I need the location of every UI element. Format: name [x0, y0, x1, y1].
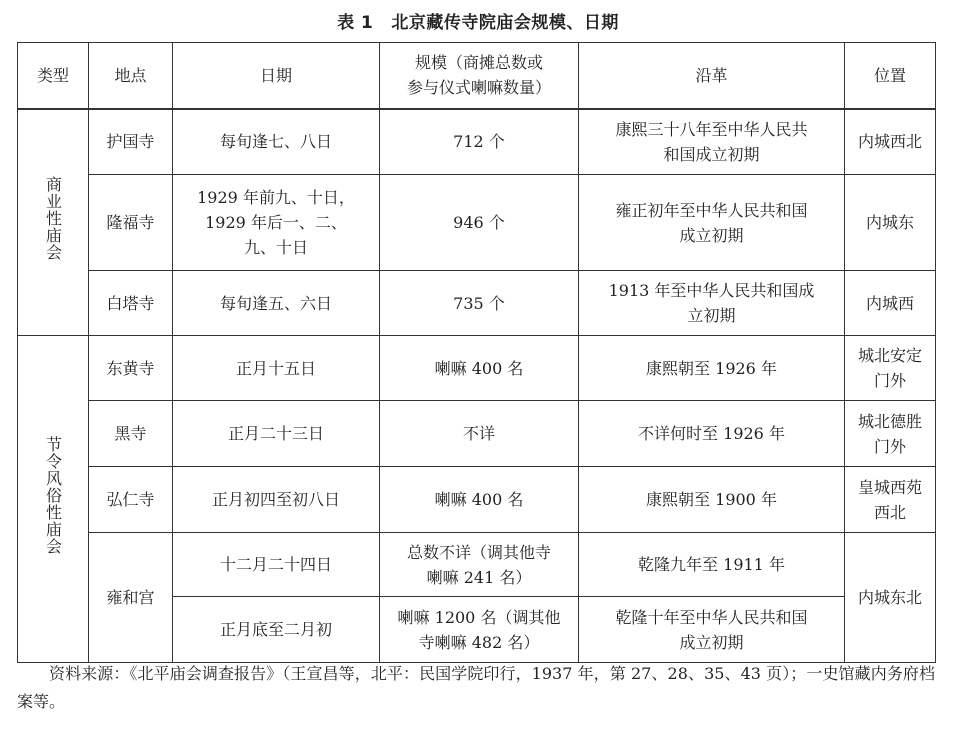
temple-fair-table	[17, 42, 936, 663]
location-cell-line: 城北德胜	[857, 411, 922, 431]
history-cell-line: 乾隆十年至中华人民共和国	[615, 607, 808, 627]
history-cell-line: 乾隆九年至 1911 年	[638, 555, 785, 574]
location-cell	[845, 401, 936, 467]
history-cell-line: 立初期	[687, 306, 736, 325]
type-cell	[18, 109, 89, 336]
header-date: 日期	[173, 43, 380, 109]
date-cell-line: 每旬逢五、六日	[219, 293, 332, 313]
location-cell	[845, 109, 936, 175]
place-cell: 雍和宫	[89, 533, 173, 663]
table-row	[18, 467, 936, 533]
history-cell	[579, 533, 845, 597]
table-row	[18, 401, 936, 467]
date-cell-line: 九、十日	[243, 238, 308, 257]
scale-cell	[380, 109, 579, 175]
location-cell	[845, 467, 936, 533]
place-cell: 弘仁寺	[89, 467, 173, 533]
history-cell-line: 不详何时至 1926 年	[638, 424, 785, 443]
scale-cell-line: 不详	[462, 424, 495, 443]
header-place: 地点	[89, 43, 173, 109]
date-cell	[173, 401, 380, 467]
scale-cell-line: 735 个	[453, 293, 505, 313]
history-cell	[579, 401, 845, 467]
scale-cell-line: 寺喇嘛 482 名）	[418, 632, 540, 652]
date-cell-line: 正月二十三日	[227, 424, 324, 443]
date-cell	[173, 175, 380, 271]
location-cell	[845, 175, 936, 271]
scale-cell-line: 946 个	[453, 213, 505, 232]
table-body	[18, 109, 936, 663]
location-cell	[845, 336, 936, 401]
scale-cell	[380, 597, 579, 663]
table-row	[18, 271, 936, 336]
date-cell	[173, 533, 380, 597]
history-cell	[579, 597, 845, 663]
place-cell: 东黄寺	[89, 336, 173, 401]
table-row	[18, 533, 936, 597]
table-row	[18, 336, 936, 401]
date-cell-line: 十二月二十四日	[219, 555, 332, 574]
scale-cell	[380, 336, 579, 401]
scale-cell-line: 喇嘛 400 名	[434, 490, 524, 509]
scale-cell-line: 总数不详（调其他寺	[406, 542, 551, 562]
scale-cell	[380, 175, 579, 271]
location-cell-line: 西北	[873, 502, 906, 522]
header-scale-line: 参与仪式喇嘛数量）	[406, 78, 551, 98]
location-cell-line: 内城西北	[857, 132, 922, 152]
scale-cell-line: 喇嘛 241 名）	[426, 567, 532, 587]
header-location: 位置	[845, 43, 936, 109]
date-cell-line: 正月底至二月初	[219, 620, 332, 639]
date-cell-line: 正月初四至初八日	[211, 490, 340, 509]
place-cell: 白塔寺	[89, 271, 173, 336]
date-cell-line: 1929 年前九、十日，	[197, 188, 355, 207]
history-cell-line: 成立初期	[679, 632, 744, 652]
history-cell	[579, 109, 845, 175]
place-cell: 护国寺	[89, 109, 173, 175]
history-cell	[579, 175, 845, 271]
table-caption	[0, 8, 956, 33]
table-row	[18, 109, 936, 175]
table-row	[18, 175, 936, 271]
date-cell	[173, 597, 380, 663]
location-cell	[845, 533, 936, 663]
history-cell-line: 康熙三十八年至中华人民共	[615, 119, 808, 139]
scale-cell-line: 喇嘛 1200 名（调其他	[397, 607, 561, 627]
location-cell-line: 门外	[873, 371, 906, 390]
location-cell-line: 内城东北	[857, 588, 922, 607]
scale-cell	[380, 401, 579, 467]
table-number: 表 1	[337, 13, 374, 33]
location-cell	[845, 271, 936, 336]
scale-cell	[380, 271, 579, 336]
source-note: 资料来源：《北平庙会调查报告》（王宣昌等，北平：民国学院印行，1937 年，第 27、28、35、43 页）；一史馆藏内务府档案等。	[17, 664, 935, 711]
date-cell	[173, 467, 380, 533]
history-cell	[579, 467, 845, 533]
date-cell-line: 每旬逢七、八日	[219, 132, 332, 152]
location-cell-line: 内城东	[865, 213, 914, 232]
history-cell-line: 雍正初年至中华人民共和国	[615, 200, 808, 220]
date-cell	[173, 109, 380, 175]
date-cell	[173, 336, 380, 401]
type-label: 节令风俗性庙会	[43, 436, 63, 555]
location-cell-line: 门外	[873, 436, 906, 456]
type-label: 商业性庙会	[43, 176, 63, 262]
header-scale	[380, 43, 579, 109]
table-title: 北京藏传寺院庙会规模、日期	[391, 13, 619, 33]
history-cell-line: 成立初期	[679, 225, 744, 245]
history-cell	[579, 271, 845, 336]
place-cell: 隆福寺	[89, 175, 173, 271]
scale-cell	[380, 467, 579, 533]
location-cell-line: 城北安定	[857, 346, 922, 365]
scale-cell-line: 喇嘛 400 名	[434, 358, 524, 378]
history-cell-line: 和国成立初期	[663, 144, 760, 164]
header-row	[18, 43, 936, 109]
history-cell-line: 1913 年至中华人民共和国成	[608, 281, 815, 300]
header-type: 类型	[18, 43, 89, 109]
header-scale-line: 规模（商摊总数或	[414, 53, 543, 73]
history-cell-line: 康熙朝至 1900 年	[646, 490, 777, 509]
location-cell-line: 内城西	[865, 293, 914, 313]
history-cell	[579, 336, 845, 401]
date-cell-line: 正月十五日	[235, 358, 316, 378]
place-cell: 黑寺	[89, 401, 173, 467]
history-cell-line: 康熙朝至 1926 年	[646, 358, 777, 378]
date-cell	[173, 271, 380, 336]
scale-cell-line: 712 个	[453, 132, 505, 152]
header-history: 沿革	[579, 43, 845, 109]
date-cell-line: 1929 年后一、二、	[205, 213, 347, 232]
scale-cell	[380, 533, 579, 597]
location-cell-line: 皇城西苑	[857, 477, 922, 497]
type-cell	[18, 336, 89, 663]
